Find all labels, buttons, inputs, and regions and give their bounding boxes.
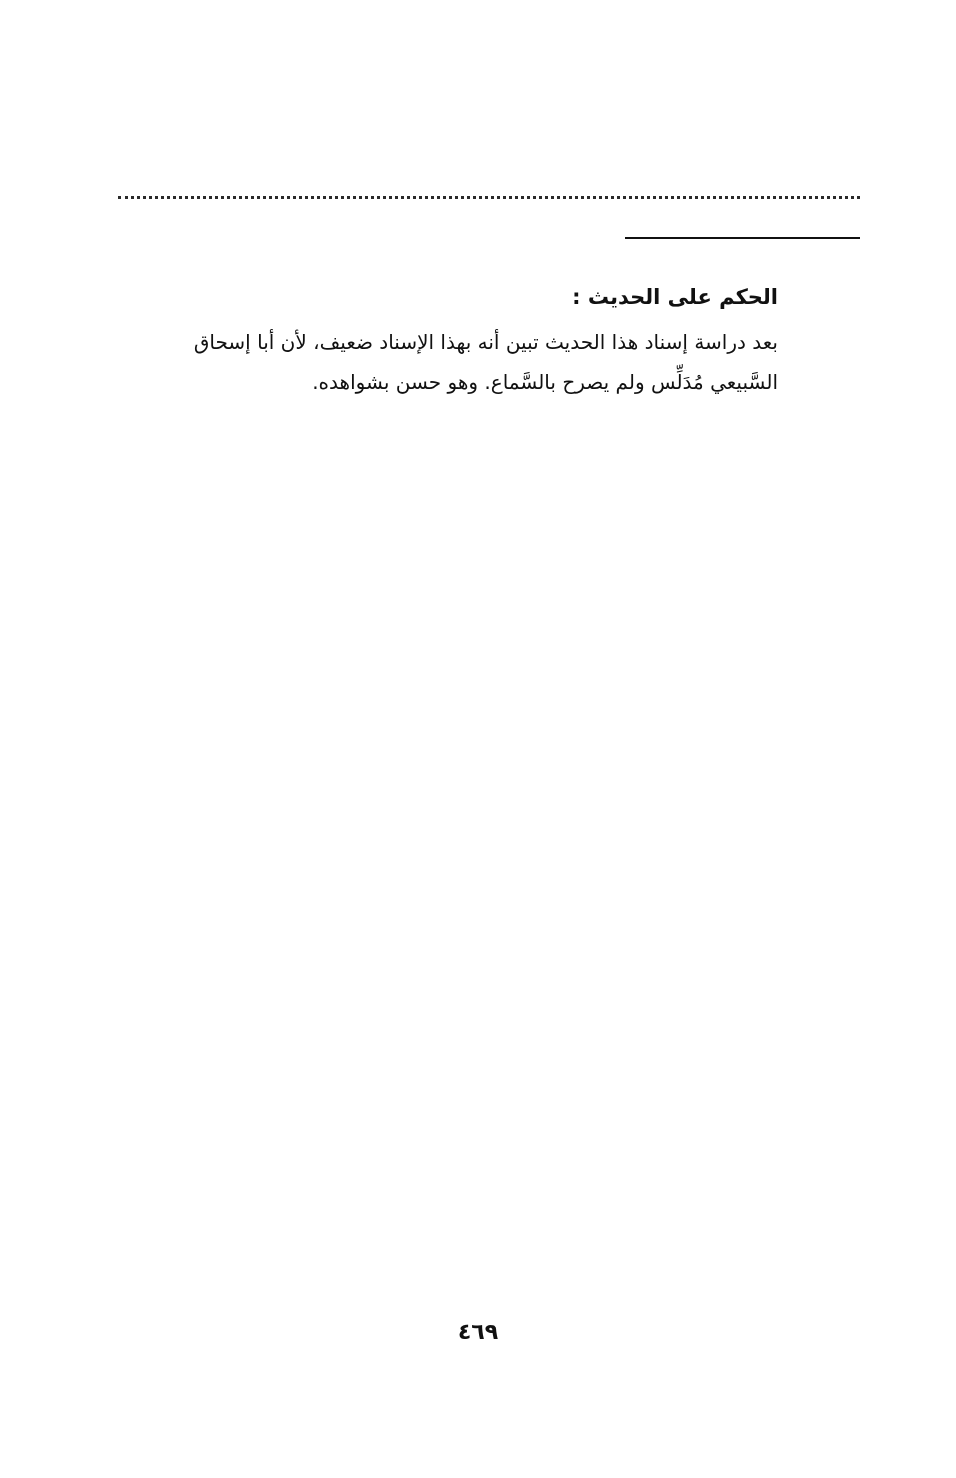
paragraph-line: السَّبيعي مُدَلِّس ولم يصرح بالسَّماع. وهو حسن بشواهده. (312, 370, 778, 394)
footnote-rule (625, 237, 860, 239)
body-paragraph (108, 322, 778, 402)
paragraph-line: بعد دراسة إسناد هذا الحديث تبين أنه بهذا الإسناد ضعيف، لأن أبا إسحاق (193, 330, 778, 354)
dotted-separator (118, 196, 860, 199)
section-heading: الحكم على الحديث : (572, 285, 778, 309)
page-number: ٤٦٩ (457, 1320, 499, 1345)
